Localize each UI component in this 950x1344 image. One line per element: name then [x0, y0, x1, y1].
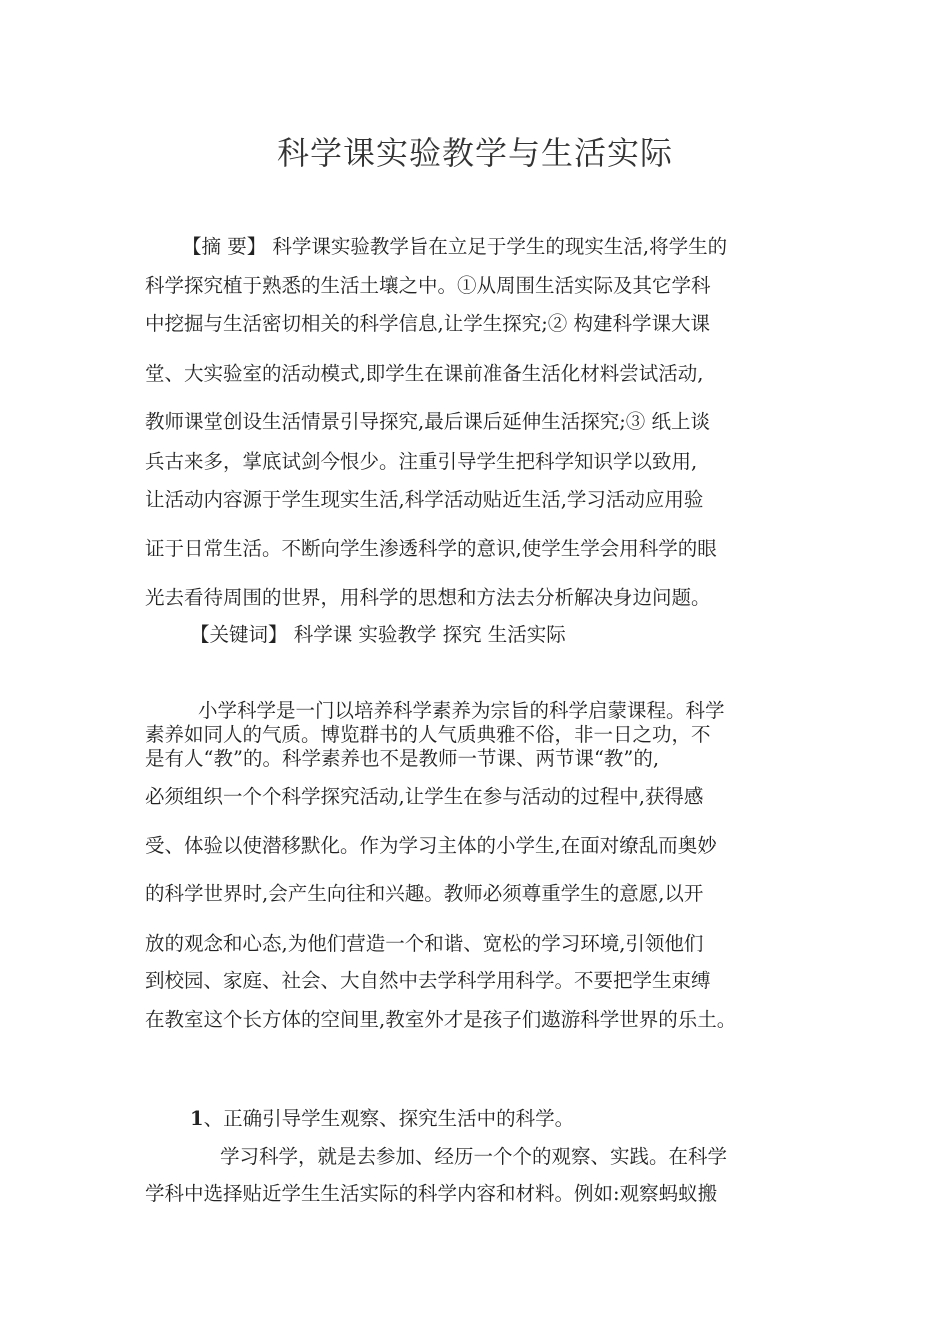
- abstract-line-8: 证于日常生活。不断向学生渗透科学的意识,使学生学会用科学的眼: [145, 537, 717, 560]
- abstract-line-6: 兵古来多，掌底试剑今恨少。注重引导学生把科学知识学以致用,: [145, 450, 698, 473]
- document-title: 科学课实验教学与生活实际: [276, 134, 673, 172]
- intro-line-3: 是有人“教”的。科学素养也不是教师一节课、两节课“教”的,: [145, 747, 660, 770]
- intro-line-7: 放的观念和心态,为他们营造一个和谐、宽松的学习环境,引领他们: [145, 932, 704, 955]
- intro-line-4: 必须组织一个个科学探究活动,让学生在参与活动的过程中,获得感: [145, 785, 704, 808]
- intro-line-1: 小学科学是一门以培养科学素养为宗旨的科学启蒙课程。科学: [198, 699, 725, 722]
- section-1-line-1: 学习科学，就是去参加、经历一个个的观察、实践。在科学: [220, 1145, 728, 1168]
- abstract-line-2: 科学探究植于熟悉的生活土壤之中。①从周围生活实际及其它学科: [145, 274, 711, 297]
- keywords-line: 【关键词】 科学课 实验教学 探究 生活实际: [190, 623, 566, 646]
- abstract-line-7: 让活动内容源于学生现实生活,科学活动贴近生活,学习活动应用验: [145, 488, 704, 511]
- section-1-number: 1: [190, 1107, 204, 1130]
- intro-line-6: 的科学世界时,会产生向往和兴趣。教师必须尊重学生的意愿,以开: [145, 882, 704, 905]
- abstract-line-4: 堂、大实验室的活动模式,即学生在课前准备生活化材料尝试活动,: [145, 362, 704, 385]
- intro-line-2: 素养如同人的气质。博览群书的人气质典雅不俗，非一日之功，不: [145, 723, 711, 746]
- abstract-line-3: 中挖掘与生活密切相关的科学信息,让学生探究;② 构建科学课大课: [145, 312, 710, 335]
- intro-line-9: 在教室这个长方体的空间里,教室外才是孩子们遨游科学世界的乐土。: [145, 1008, 737, 1031]
- abstract-line-9: 光去看待周围的世界，用科学的思想和方法去分析解决身边问题。: [145, 586, 711, 609]
- intro-line-5: 受、体验以使潜移默化。作为学习主体的小学生,在面对缭乱而奥妙: [145, 834, 717, 857]
- section-1-heading-text: 、正确引导学生观察、探究生活中的科学。: [203, 1107, 575, 1130]
- section-1-line-2: 学科中选择贴近学生生活实际的科学内容和材料。例如:观察蚂蚁搬: [145, 1182, 718, 1205]
- abstract-line-5: 教师课堂创设生活情景引导探究,最后课后延伸生活探究;③ 纸上谈: [145, 410, 710, 433]
- intro-line-8: 到校园、家庭、社会、大自然中去学科学用科学。不要把学生束缚: [145, 969, 711, 992]
- section-1-heading: [190, 1105, 822, 1133]
- abstract-line-1: 【摘 要】 科学课实验教学旨在立足于学生的现实生活,将学生的: [182, 235, 728, 258]
